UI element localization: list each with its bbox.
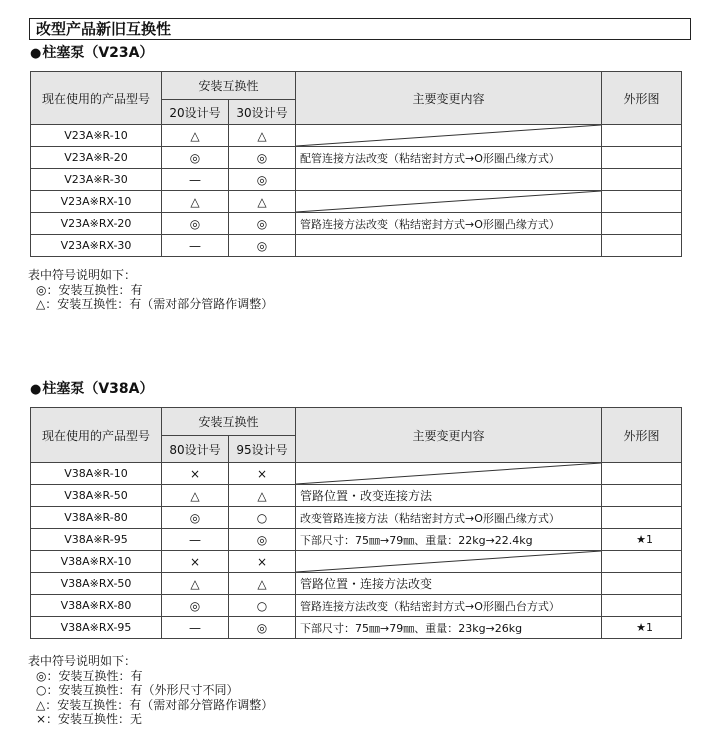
header-design-b: 95设计号	[229, 436, 296, 463]
compat-a-cell: ◎	[162, 147, 229, 169]
compat-b-cell: ◎	[229, 529, 296, 551]
model-cell: V38A※RX-95	[31, 617, 162, 639]
table-row	[31, 169, 682, 191]
header-model: 现在使用的产品型号	[31, 408, 162, 463]
shape-cell	[602, 147, 682, 169]
change-cell-diagonal	[296, 463, 602, 485]
compat-b-cell: ◎	[229, 235, 296, 257]
table-row	[31, 529, 682, 551]
compat-a-cell: ◎	[162, 595, 229, 617]
model-cell: V38A※R-10	[31, 463, 162, 485]
table-row	[31, 235, 682, 257]
header-design-a: 80设计号	[162, 436, 229, 463]
change-cell: 配管连接方法改变（粘结密封方式→O形圈凸缘方式）	[296, 147, 602, 169]
model-cell: V23A※RX-10	[31, 191, 162, 213]
legend-v23a	[28, 268, 273, 312]
change-cell: 下部尺寸：75㎜→79㎜、重量：23kg→26kg	[296, 617, 602, 639]
header-design-a: 20设计号	[162, 100, 229, 125]
shape-cell	[602, 485, 682, 507]
table-row	[31, 573, 682, 595]
compat-b-cell: ×	[229, 463, 296, 485]
compat-a-cell: △	[162, 125, 229, 147]
header-design-b: 30设计号	[229, 100, 296, 125]
bullet-icon: ●	[30, 46, 42, 61]
table-row	[31, 147, 682, 169]
compat-a-cell: —	[162, 169, 229, 191]
change-cell: 管路位置・改变连接方法	[296, 485, 602, 507]
model-cell: V23A※RX-30	[31, 235, 162, 257]
table-row	[31, 125, 682, 147]
compat-a-cell: ×	[162, 463, 229, 485]
page-title: 改型产品新旧互换性	[29, 18, 691, 40]
table-row	[31, 507, 682, 529]
compat-b-cell: ◎	[229, 617, 296, 639]
table-row	[31, 463, 682, 485]
bullet-icon: ●	[30, 382, 42, 397]
shape-cell	[602, 463, 682, 485]
section-heading-text: 柱塞泵（V38A）	[42, 381, 154, 397]
legend-v38a	[28, 654, 273, 727]
compat-a-cell: △	[162, 573, 229, 595]
legend-item: ◎：安装互换性：有	[36, 282, 143, 297]
model-cell: V38A※R-50	[31, 485, 162, 507]
table-row	[31, 551, 682, 573]
compat-b-cell: △	[229, 573, 296, 595]
change-cell-diagonal	[296, 551, 602, 573]
compat-a-cell: —	[162, 617, 229, 639]
compat-b-cell: ◎	[229, 213, 296, 235]
legend-item: ○：安装互换性：有（外形尺寸不同）	[36, 683, 239, 697]
compat-a-cell: —	[162, 235, 229, 257]
table-row	[31, 213, 682, 235]
compat-b-cell: ×	[229, 551, 296, 573]
shape-cell	[602, 191, 682, 213]
section-heading-v23a	[30, 44, 154, 63]
shape-cell	[602, 125, 682, 147]
legend-item: △：安装互换性：有（需对部分管路作调整）	[36, 297, 274, 311]
compat-a-cell: —	[162, 529, 229, 551]
compat-table-v38a	[30, 407, 682, 639]
model-cell: V38A※R-95	[31, 529, 162, 551]
model-cell: V38A※R-80	[31, 507, 162, 529]
section-heading-text: 柱塞泵（V23A）	[42, 45, 154, 61]
compat-a-cell: ◎	[162, 213, 229, 235]
model-cell: V23A※R-20	[31, 147, 162, 169]
compat-b-cell: △	[229, 125, 296, 147]
compat-b-cell: ◎	[229, 147, 296, 169]
legend-title: 表中符号说明如下：	[28, 268, 137, 282]
shape-cell	[602, 235, 682, 257]
shape-cell	[602, 551, 682, 573]
change-cell	[296, 235, 602, 257]
section-heading-v38a	[30, 380, 154, 399]
model-cell: V23A※RX-20	[31, 213, 162, 235]
table-header-row	[31, 408, 682, 436]
change-cell-diagonal	[296, 191, 602, 213]
table-row	[31, 485, 682, 507]
compat-b-cell: ○	[229, 507, 296, 529]
change-cell: 改变管路连接方法（粘结密封方式→O形圈凸缘方式）	[296, 507, 602, 529]
model-cell: V23A※R-30	[31, 169, 162, 191]
change-cell: 管路连接方法改变（粘结密封方式→O形圈凸台方式）	[296, 595, 602, 617]
header-changes: 主要变更内容	[296, 408, 602, 463]
compat-table-v23a	[30, 71, 682, 257]
table-row	[31, 617, 682, 639]
model-cell: V38A※RX-50	[31, 573, 162, 595]
header-model: 现在使用的产品型号	[31, 72, 162, 125]
header-compat: 安装互换性	[162, 72, 296, 100]
legend-item: △：安装互换性：有（需对部分管路作调整）	[36, 697, 274, 712]
model-cell: V38A※RX-10	[31, 551, 162, 573]
table-row	[31, 191, 682, 213]
legend-title: 表中符号说明如下：	[28, 654, 137, 668]
header-changes: 主要变更内容	[296, 72, 602, 125]
shape-cell: ★1	[602, 529, 682, 551]
header-compat: 安装互换性	[162, 408, 296, 436]
model-cell: V38A※RX-80	[31, 595, 162, 617]
shape-cell	[602, 213, 682, 235]
change-cell	[296, 169, 602, 191]
table-row	[31, 595, 682, 617]
legend-item: ◎：安装互换性：有	[36, 668, 143, 683]
compat-b-cell: △	[229, 191, 296, 213]
change-cell-diagonal	[296, 125, 602, 147]
model-cell: V23A※R-10	[31, 125, 162, 147]
legend-item: ×：安装互换性：无	[36, 712, 143, 726]
shape-cell: ★1	[602, 617, 682, 639]
compat-a-cell: △	[162, 485, 229, 507]
shape-cell	[602, 595, 682, 617]
compat-a-cell: ◎	[162, 507, 229, 529]
table-header-row	[31, 72, 682, 100]
compat-b-cell: △	[229, 485, 296, 507]
change-cell: 管路连接方法改变（粘结密封方式→O形圈凸缘方式）	[296, 213, 602, 235]
change-cell: 下部尺寸：75㎜→79㎜、重量：22kg→22.4kg	[296, 529, 602, 551]
compat-b-cell: ○	[229, 595, 296, 617]
shape-cell	[602, 573, 682, 595]
header-shape: 外形图	[602, 408, 682, 463]
shape-cell	[602, 507, 682, 529]
change-cell: 管路位置・连接方法改变	[296, 573, 602, 595]
compat-b-cell: ◎	[229, 169, 296, 191]
compat-a-cell: ×	[162, 551, 229, 573]
shape-cell	[602, 169, 682, 191]
compat-a-cell: △	[162, 191, 229, 213]
header-shape: 外形图	[602, 72, 682, 125]
